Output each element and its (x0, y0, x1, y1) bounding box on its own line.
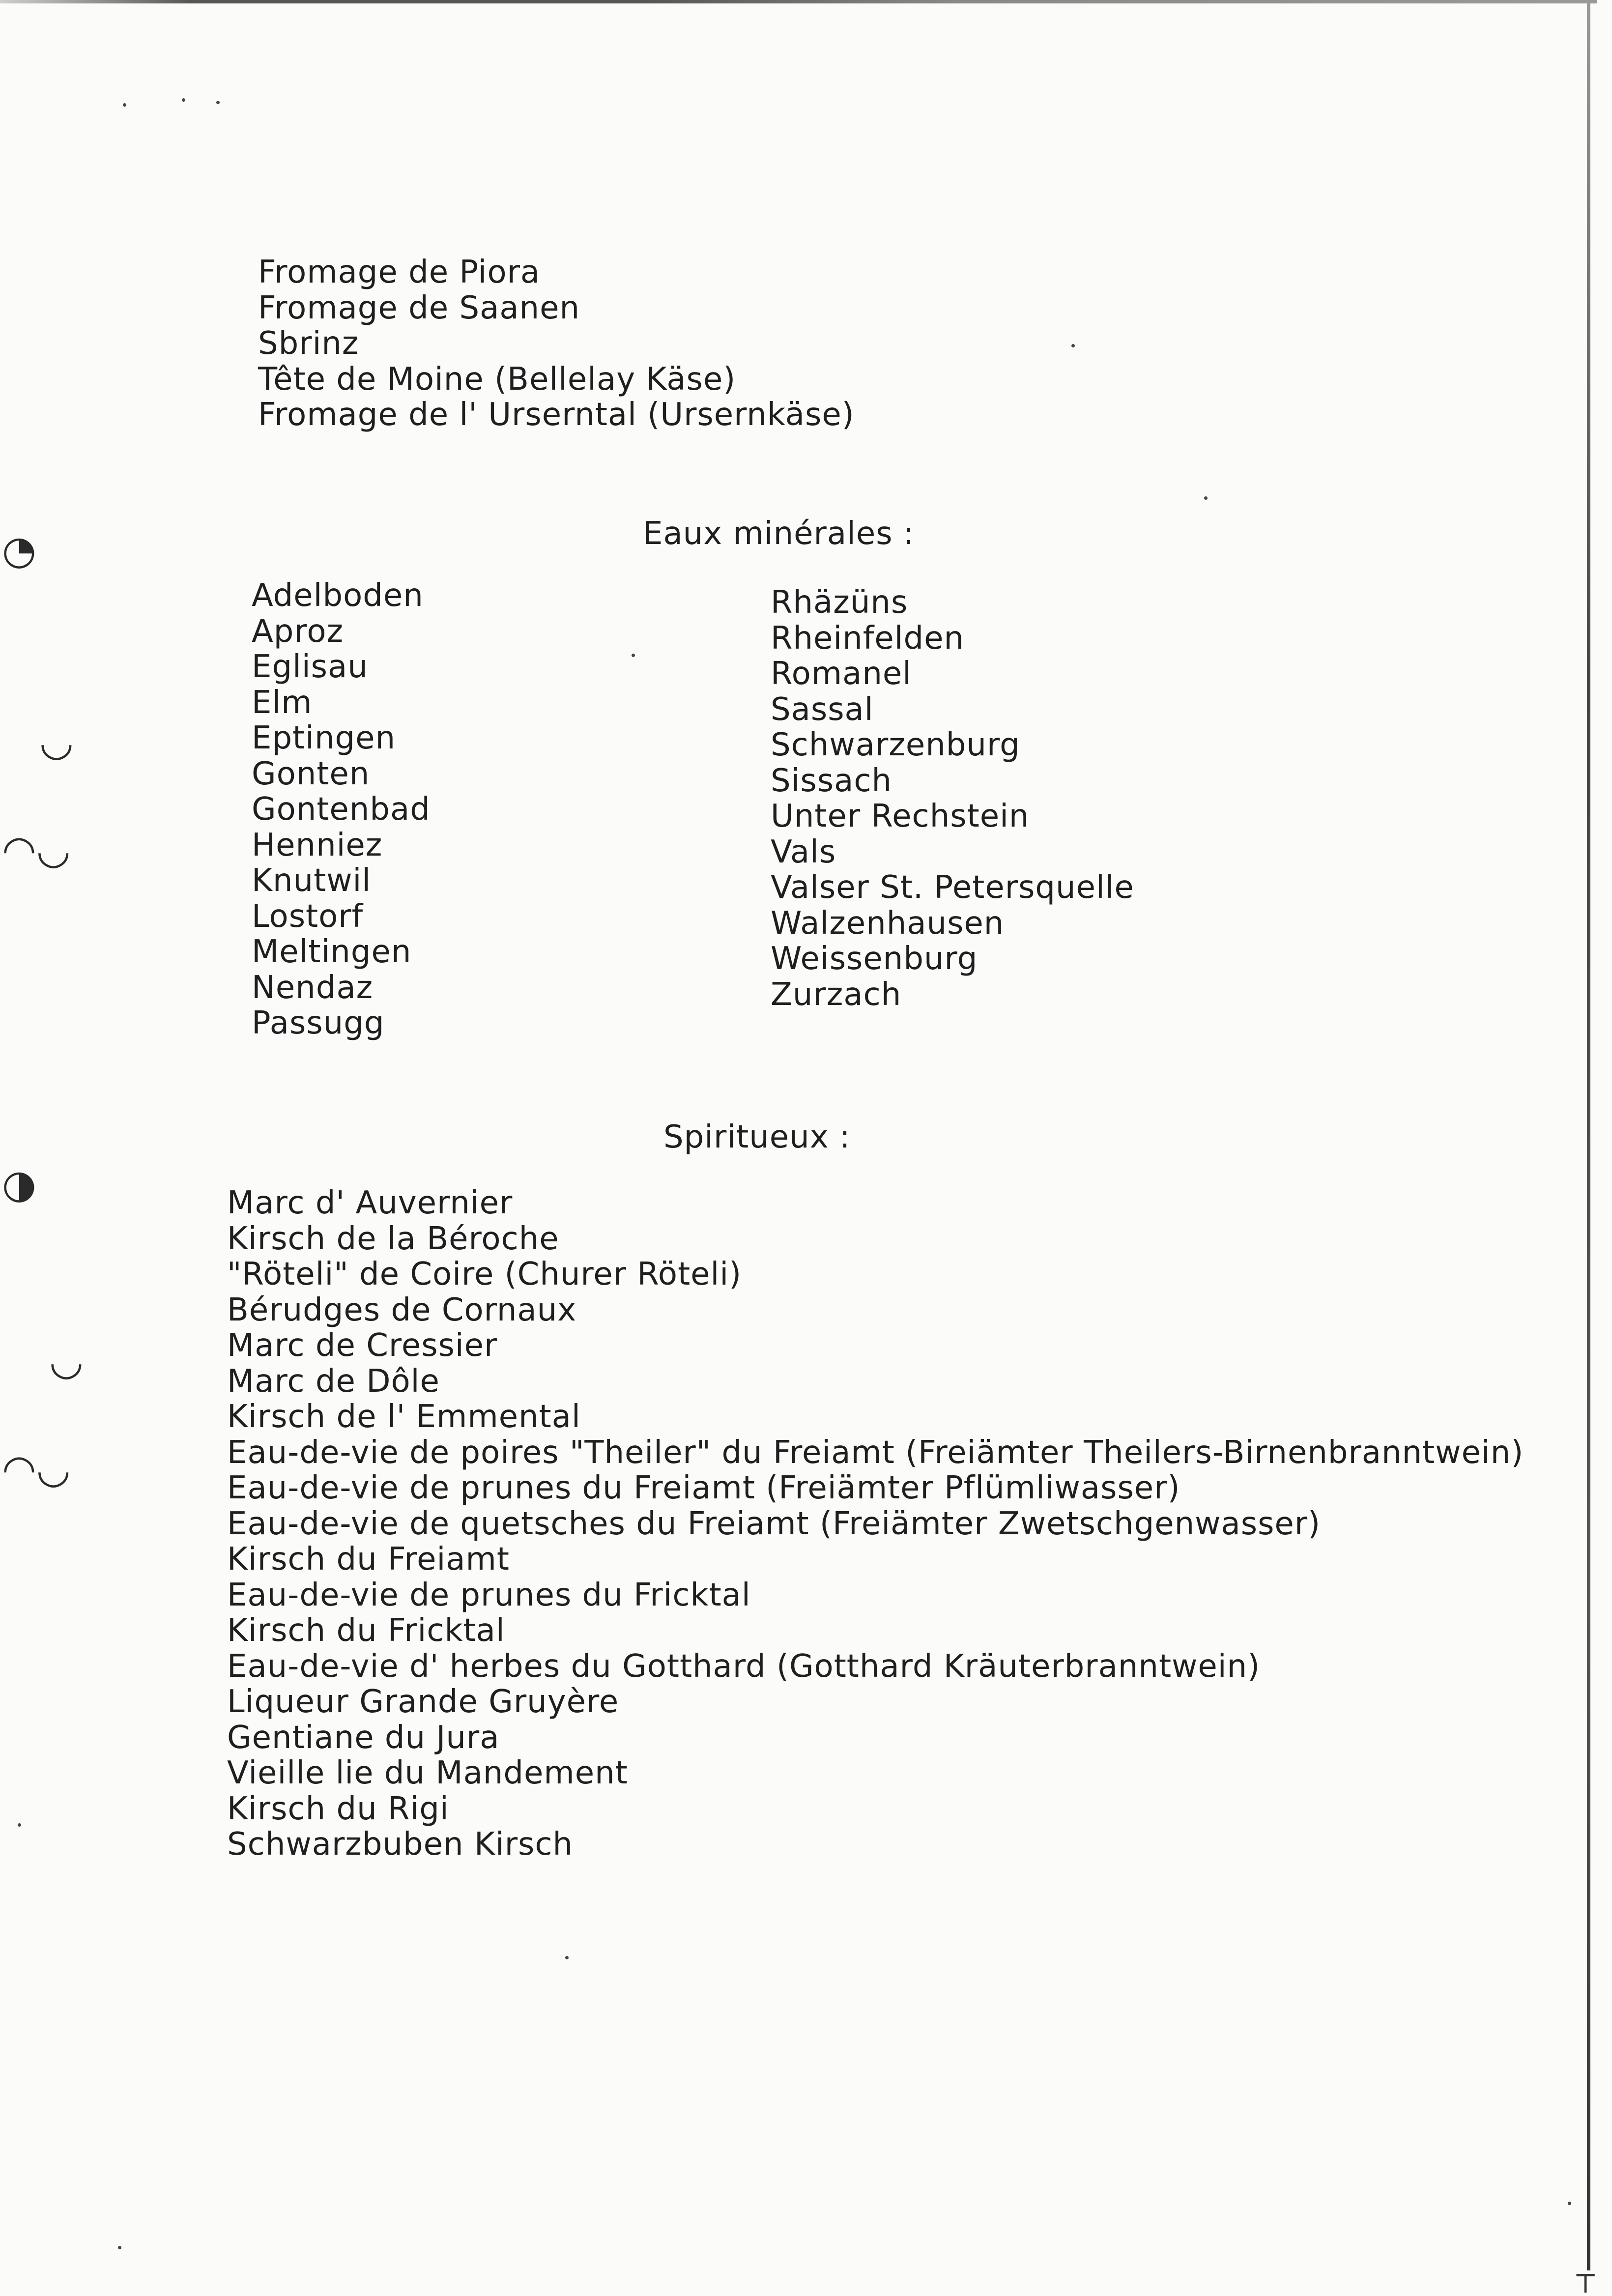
mineral-water-item: Vals (771, 833, 836, 870)
cheese-item: Sbrinz (258, 325, 359, 362)
cheese-item: Fromage de l' Urserntal (Ursernkäse) (258, 397, 855, 433)
dust-speck (123, 103, 126, 107)
mineral-water-item: Walzenhausen (771, 905, 1005, 942)
mineral-water-item: Valser St. Petersquelle (771, 869, 1134, 906)
mineral-water-item: Sissach (771, 762, 892, 799)
mineral-water-item: Zurzach (771, 976, 902, 1013)
dust-speck (1204, 496, 1208, 500)
spirit-item: Marc d' Auvernier (227, 1185, 513, 1221)
spirits-heading: Spiritueux : (663, 1119, 851, 1155)
dust-speck (182, 98, 185, 102)
spirit-item: Liqueur Grande Gruyère (227, 1684, 619, 1720)
mineral-water-item: Rhäzüns (771, 584, 908, 621)
cheese-item: Tête de Moine (Bellelay Käse) (258, 361, 736, 398)
mineral-water-item: Romanel (771, 656, 912, 692)
cheese-item: Fromage de Piora (258, 254, 541, 290)
mineral-water-item: Henniez (252, 827, 383, 863)
dust-speck (632, 654, 635, 657)
hole-punch-mark-icon: ◔ (2, 527, 36, 573)
spirit-item: Kirsch du Rigi (227, 1790, 449, 1827)
cheese-list (258, 255, 855, 433)
mineral-water-item: Schwarzenburg (771, 727, 1020, 763)
spirit-item: Eau-de-vie d' herbes du Gotthard (Gotthard Kräuterbranntwein) (227, 1648, 1261, 1685)
spirit-item: Kirsch du Fricktal (227, 1612, 505, 1649)
spirit-item: Marc de Cressier (227, 1327, 498, 1364)
scan-smudge-icon: ◡ (39, 719, 74, 765)
mineral-water-item: Knutwil (252, 862, 372, 899)
mineral-water-item: Adelboden (252, 577, 424, 614)
spirits-list (227, 1185, 1524, 1863)
mineral-water-item: Sassal (771, 691, 874, 728)
spirit-item: Eau-de-vie de poires "Theiler" du Freiamt (Freiämter Theilers-Birnenbranntwein) (227, 1434, 1524, 1471)
right-edge-shadow (1587, 0, 1590, 2270)
hole-punch-mark-icon: ◑ (2, 1161, 36, 1207)
mineral-water-item: Weissenburg (771, 941, 978, 977)
scan-smudge-icon: ◡ (49, 1338, 84, 1384)
scan-smudge-icon: ◠◡ (2, 827, 71, 873)
mineral-waters-right-column (771, 585, 1134, 1012)
mineral-water-item: Eptingen (252, 720, 396, 756)
dust-speck (1568, 2202, 1571, 2205)
mineral-water-item: Aproz (252, 613, 344, 650)
mineral-water-item: Rheinfelden (771, 620, 964, 657)
spirit-item: Kirsch de la Béroche (227, 1220, 559, 1257)
mineral-water-item: Passugg (252, 1005, 385, 1041)
spirit-item: Eau-de-vie de prunes du Freiamt (Freiämter Pflümliwasser) (227, 1470, 1180, 1506)
mineral-waters-heading: Eaux minérales : (643, 516, 915, 552)
mineral-water-item: Unter Rechstein (771, 798, 1030, 834)
mineral-waters-left-column (252, 578, 431, 1041)
top-edge-rule (0, 0, 1597, 3)
spirit-item: Eau-de-vie de prunes du Fricktal (227, 1577, 751, 1613)
dust-speck (1071, 344, 1075, 347)
scan-smudge-icon: ◠◡ (2, 1446, 71, 1492)
dust-speck (216, 101, 220, 104)
mineral-water-item: Elm (252, 684, 313, 721)
cheese-item: Fromage de Saanen (258, 289, 580, 326)
mineral-water-item: Gonten (252, 755, 370, 792)
binding-mark-icon: ┬ (1577, 2258, 1595, 2293)
spirit-item: Gentiane du Jura (227, 1719, 500, 1756)
mineral-water-item: Meltingen (252, 934, 412, 970)
dust-speck (118, 2246, 121, 2249)
mineral-water-item: Lostorf (252, 898, 364, 935)
spirit-item: Eau-de-vie de quetsches du Freiamt (Freiämter Zwetschgenwasser) (227, 1505, 1321, 1542)
spirit-item: Kirsch de l' Emmental (227, 1399, 581, 1435)
spirit-item: Vieille lie du Mandement (227, 1755, 628, 1791)
dust-speck (18, 1823, 21, 1827)
spirit-item: Schwarzbuben Kirsch (227, 1826, 574, 1863)
mineral-water-item: Eglisau (252, 649, 368, 685)
spirit-item: "Röteli" de Coire (Churer Röteli) (227, 1256, 742, 1292)
mineral-water-item: Gontenbad (252, 791, 431, 828)
spirit-item: Bérudges de Cornaux (227, 1292, 577, 1328)
spirit-item: Kirsch du Freiamt (227, 1541, 510, 1578)
mineral-water-item: Nendaz (252, 969, 374, 1006)
spirit-item: Marc de Dôle (227, 1363, 440, 1400)
dust-speck (565, 1956, 569, 1959)
